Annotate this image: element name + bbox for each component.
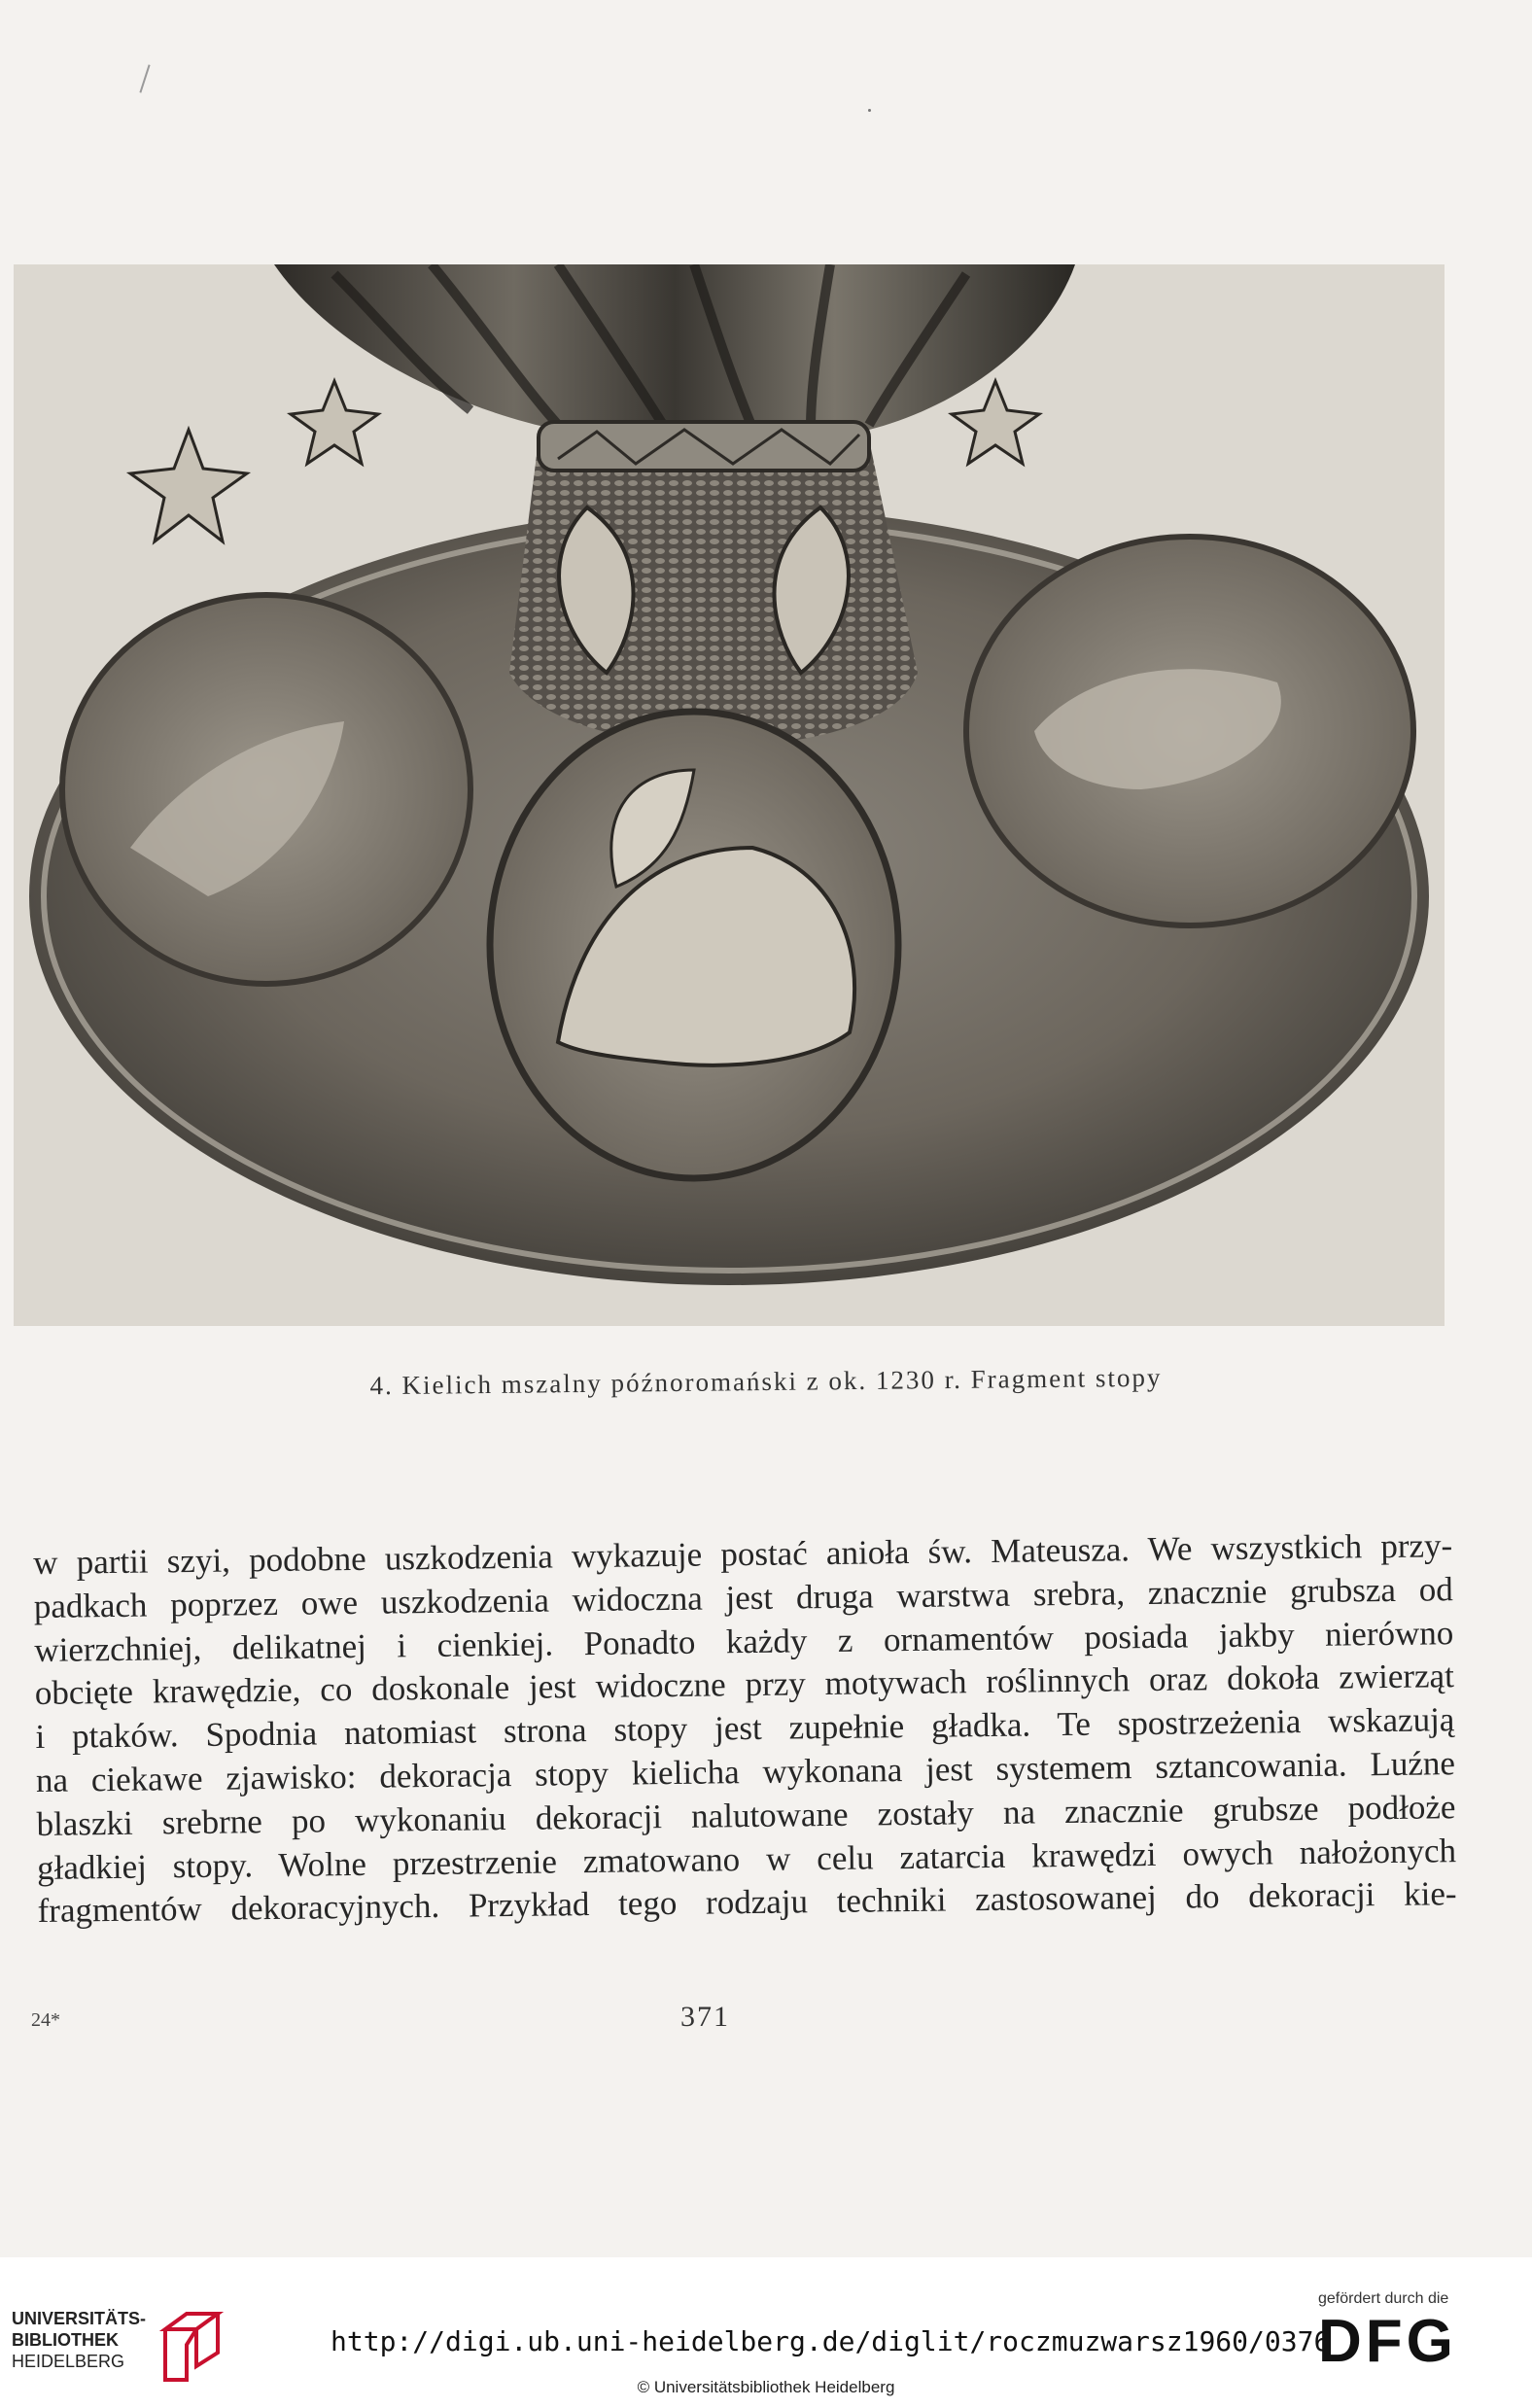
text-line: wierzchniej, delikatnej i cienkiej. Ponadto każdy z ornamentów posiada jakby nierówno: [34, 1613, 1454, 1669]
text-line: gładkiej stopy. Wolne przestrzenie zmatowano w celu zatarcia krawędzi owych nałożonych: [36, 1831, 1457, 1887]
text-line: obcięte krawędzie, co doskonale jest widoczne przy motywach roślinnych oraz dokoła zwierząt: [34, 1657, 1455, 1713]
text-line: w partii szyi, podobne uszkodzenia wykazuje postać anioła św. Mateusza. We wszystkich przy-: [33, 1526, 1453, 1582]
text-line: blaszki srebrne po wykonaniu dekoracji nalutowane zostały na znacznie grubsze podłoże: [36, 1787, 1456, 1843]
library-name: [12, 2308, 146, 2372]
dfg-logo[interactable]: [1318, 2290, 1513, 2375]
library-name-line: BIBLIOTHEK: [12, 2330, 119, 2350]
page-number: 371: [680, 2001, 730, 2033]
library-logo[interactable]: [12, 2308, 226, 2386]
text-line: i ptaków. Spodnia natomiast strona stopy jest zupełnie gładka. Te spostrzeżenia wskazują: [35, 1700, 1455, 1757]
text-line: fragmentów dekoracyjnych. Przykład tego rodzaju techniki zastosowanej do dekoracji kie-: [37, 1874, 1457, 1931]
library-name-line: HEIDELBERG: [12, 2352, 125, 2371]
pencil-mark: [139, 64, 150, 92]
body-text: [33, 1524, 1457, 1934]
photograph-illustration: [14, 264, 1445, 1326]
library-name-line: UNIVERSITÄTS-: [12, 2309, 147, 2328]
sponsor-label: gefördert durch die: [1318, 2290, 1449, 2307]
copyright-notice: © Universitätsbibliothek Heidelberg: [637, 2378, 895, 2396]
digitization-footer: [0, 2257, 1532, 2408]
text-line: na ciekawe zjawisko: dekoracja stopy kielicha wykonana jest systemem sztancowania. Luźne: [35, 1744, 1456, 1799]
printer-signature: 24*: [31, 2009, 60, 2031]
permalink-url[interactable]: http://digi.ub.uni-heidelberg.de/diglit/roczmuzwarsz1960/0376: [331, 2325, 1331, 2357]
library-emblem-icon: [157, 2310, 226, 2384]
figure-caption: 4. Kielich mszalny późnoromański z ok. 1230 r. Fragment stopy: [369, 1362, 1163, 1401]
text-line: padkach poprzez owe uszkodzenia widoczna jest druga warstwa srebra, znacznie grubsza od: [33, 1569, 1453, 1625]
chalice-foot-photograph: [14, 264, 1445, 1326]
dust-speck: [868, 109, 871, 112]
dfg-wordmark: DFG: [1318, 2308, 1457, 2375]
